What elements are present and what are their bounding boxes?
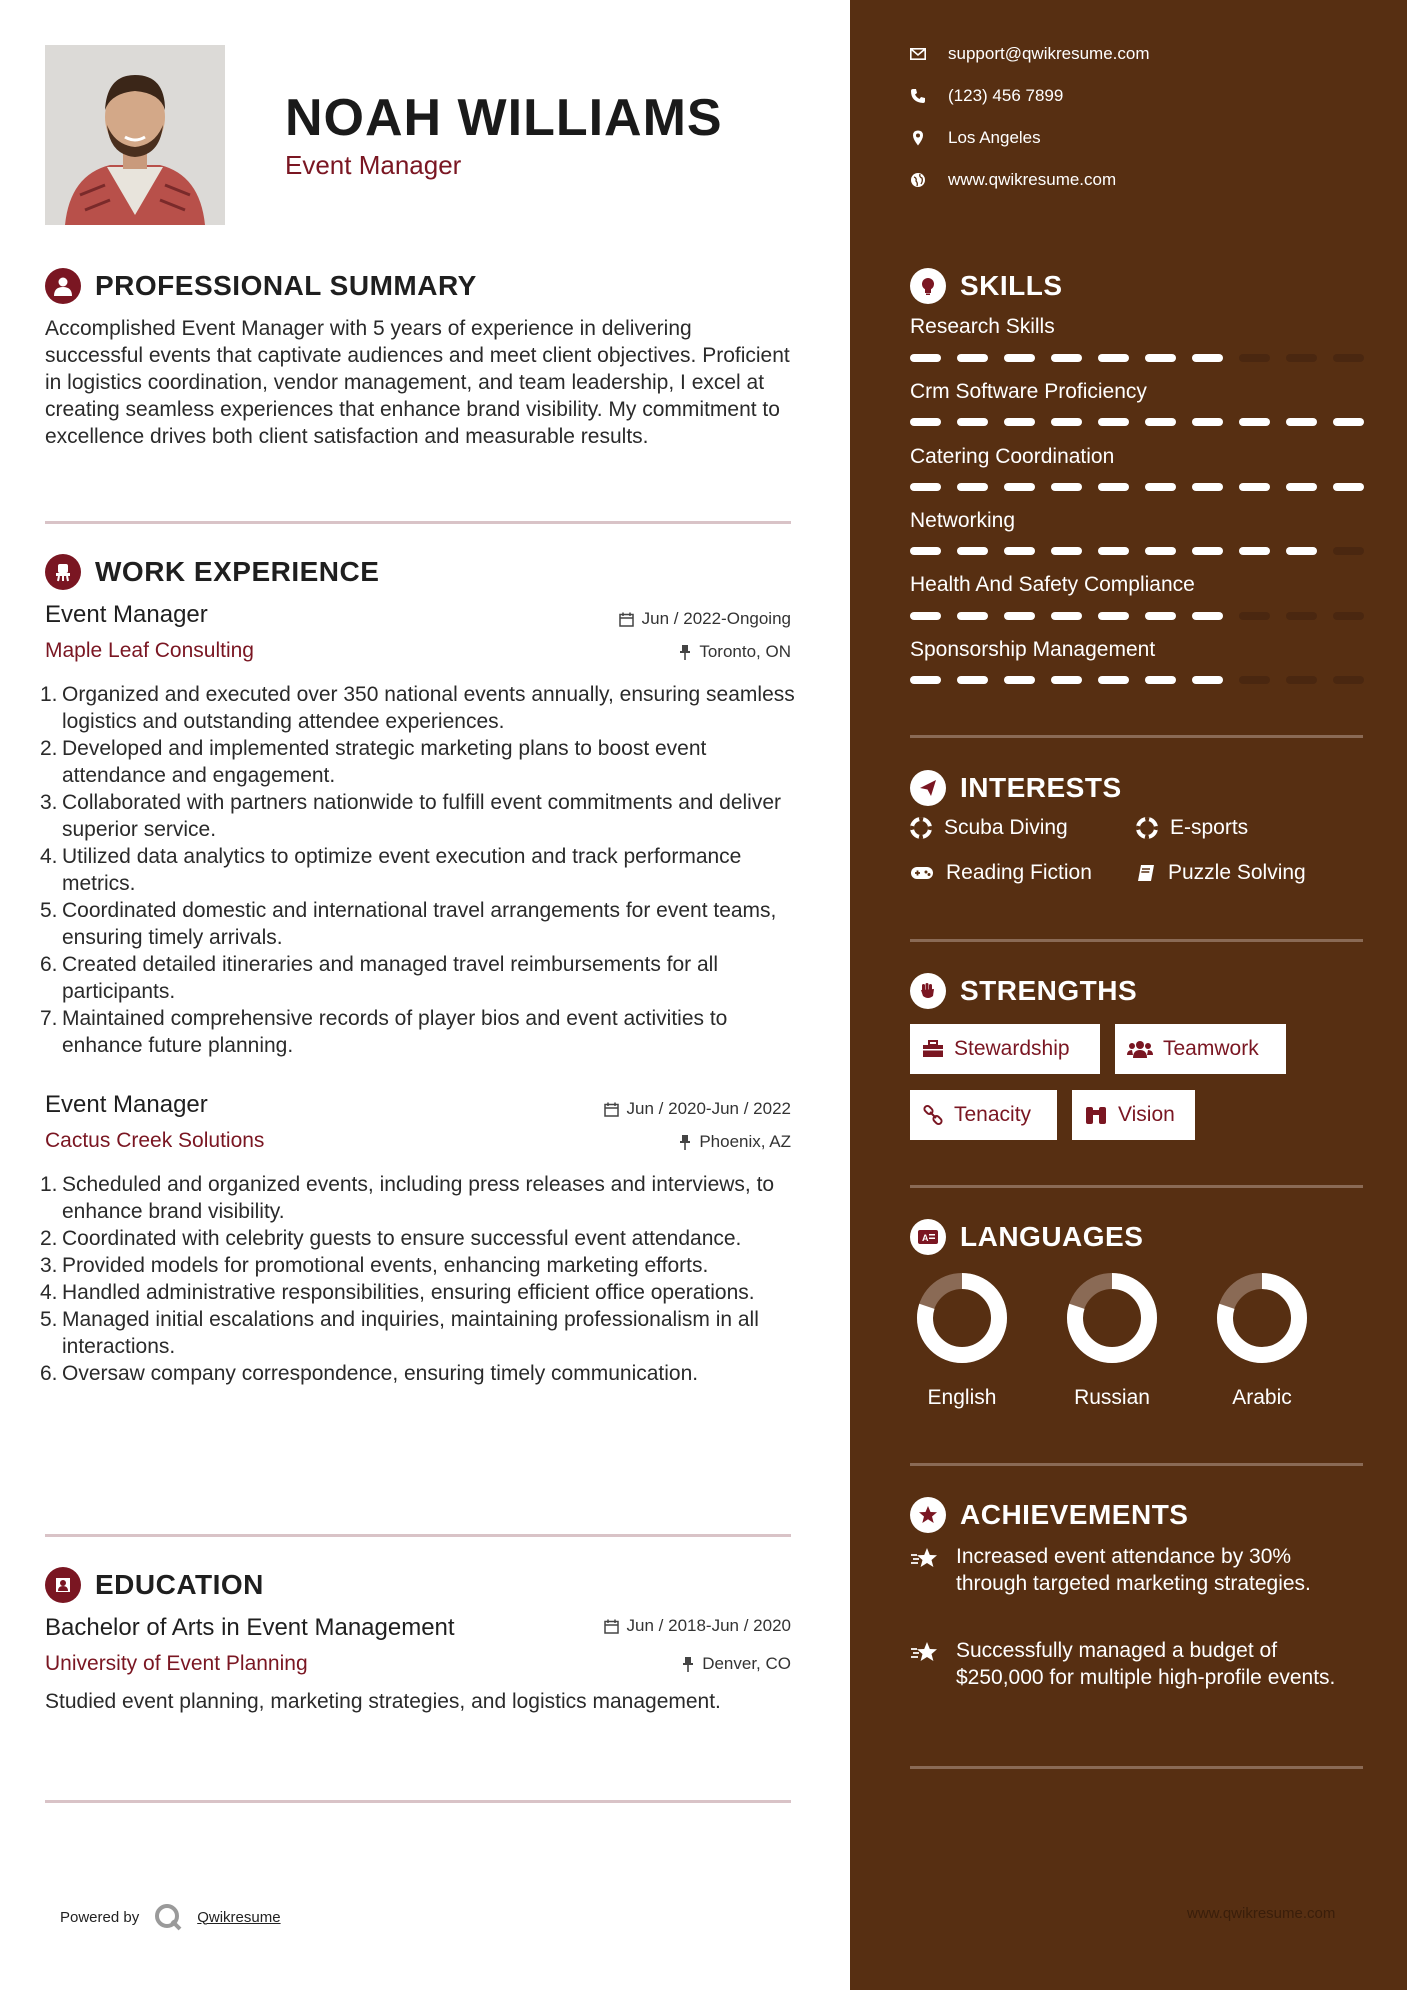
gamepad-icon xyxy=(910,865,934,881)
language-ring xyxy=(1216,1272,1308,1364)
skill-name: Research Skills xyxy=(910,315,1055,338)
skill-name: Health And Safety Compliance xyxy=(910,573,1195,596)
skill-dash-filled xyxy=(910,483,941,491)
skill-dash-filled xyxy=(1004,676,1035,684)
contact-email: support@qwikresume.com xyxy=(910,44,1150,64)
sidebar xyxy=(850,0,1407,1990)
skill-dash-filled xyxy=(1333,418,1364,426)
skill-dash-filled xyxy=(1098,418,1129,426)
skill-dash-filled xyxy=(957,483,988,491)
skill-dash-empty xyxy=(1333,354,1364,362)
divider xyxy=(45,521,791,524)
skills-heading: SKILLS xyxy=(910,268,1063,304)
list-item: 4. Utilized data analytics to optimize event execution and track performance metrics. xyxy=(40,845,742,895)
skill-dash-filled xyxy=(1192,612,1223,620)
phone-icon xyxy=(910,88,926,104)
list-item: 1. Organized and executed over 350 national events annually, ensuring seamless logistics and outstanding attendee experiences. xyxy=(40,683,795,733)
skill-dash-empty xyxy=(1239,676,1270,684)
summary-heading: PROFESSIONAL SUMMARY xyxy=(45,268,477,304)
skill-dash-filled xyxy=(1051,483,1082,491)
achievement-item: Increased event attendance by 30% through targeted marketing strategies. xyxy=(910,1543,1350,1597)
list-item: 5. Coordinated domestic and international travel arrangements for event teams, ensuring timely arrivals. xyxy=(40,899,777,949)
skill-dash-empty xyxy=(1333,612,1364,620)
skill-dash-empty xyxy=(1286,676,1317,684)
education-dates: Jun / 2018-Jun / 2020 xyxy=(604,1616,791,1636)
skill-dash-filled xyxy=(957,547,988,555)
star-badge-icon xyxy=(910,1497,946,1533)
skill-dash-filled xyxy=(1192,354,1223,362)
skill-dash-filled xyxy=(1145,547,1176,555)
star-icon xyxy=(910,1641,942,1665)
strength-chip: Vision xyxy=(1072,1090,1195,1140)
skill-dash-filled xyxy=(1098,612,1129,620)
job-dates: Jun / 2020-Jun / 2022 xyxy=(604,1099,791,1119)
skill-rating xyxy=(910,612,1364,620)
skill-dash-filled xyxy=(1051,547,1082,555)
language-ring xyxy=(916,1272,1008,1364)
divider xyxy=(910,735,1363,738)
location-pin-icon xyxy=(910,130,926,146)
skill-dash-filled xyxy=(1192,676,1223,684)
education-description: Studied event planning, marketing strategies, and logistics management. xyxy=(45,1690,721,1713)
divider xyxy=(910,939,1363,942)
skill-name: Sponsorship Management xyxy=(910,638,1156,661)
skill-dash-empty xyxy=(1333,547,1364,555)
pin-icon xyxy=(682,1657,694,1672)
achievement-item: Successfully managed a budget of $250,000 for multiple high-profile events. xyxy=(910,1637,1350,1691)
paper-plane-icon xyxy=(910,770,946,806)
job-duties xyxy=(40,681,800,1059)
divider xyxy=(910,1463,1363,1466)
interest-item: E-sports xyxy=(1136,816,1248,840)
pin-icon xyxy=(679,645,691,660)
skill-name: Crm Software Proficiency xyxy=(910,380,1147,403)
user-icon xyxy=(45,268,81,304)
skill-dash-filled xyxy=(1051,354,1082,362)
binoculars-icon xyxy=(1084,1105,1108,1125)
list-item: 4. Handled administrative responsibilities, ensuring efficient office operations. xyxy=(40,1281,755,1304)
skill-dash-filled xyxy=(957,676,988,684)
divider xyxy=(45,1534,791,1537)
skill-rating xyxy=(910,483,1364,491)
skill-dash-filled xyxy=(1145,676,1176,684)
skill-dash-filled xyxy=(1004,483,1035,491)
globe-icon xyxy=(910,172,926,188)
skill-dash-filled xyxy=(910,612,941,620)
footer-website: www.qwikresume.com xyxy=(1187,1905,1336,1922)
strengths-heading: STRENGTHS xyxy=(910,973,1137,1009)
skill-dash-filled xyxy=(1145,354,1176,362)
degree-title: Bachelor of Arts in Event Management xyxy=(45,1614,455,1641)
skill-dash-empty xyxy=(1333,676,1364,684)
skill-dash-filled xyxy=(1004,612,1035,620)
list-item: 2. Coordinated with celebrity guests to ensure successful event attendance. xyxy=(40,1227,742,1250)
skill-dash-filled xyxy=(1051,612,1082,620)
summary-text: Accomplished Event Manager with 5 years of experience in delivering successful events that captivate audiences and meet client objectives. Proficient in logistics coordination, vendor management, and team leadership, I excel at creating seamless experiences that enhance brand visibility. My commitment to excellence drives both client satisfaction and measurable results. xyxy=(45,317,790,448)
skill-dash-filled xyxy=(1145,612,1176,620)
lightbulb-icon xyxy=(910,268,946,304)
skill-dash-filled xyxy=(1239,483,1270,491)
skill-dash-filled xyxy=(1239,418,1270,426)
profile-photo xyxy=(45,45,225,225)
experience-heading: WORK EXPERIENCE xyxy=(45,554,379,590)
calendar-icon xyxy=(619,612,634,627)
list-item: 3. Provided models for promotional events, enhancing marketing efforts. xyxy=(40,1254,709,1277)
powered-by: Powered by Qwikresume xyxy=(60,1902,281,1932)
graduate-icon xyxy=(45,1567,81,1603)
strength-chip: Stewardship xyxy=(910,1024,1100,1074)
chair-icon xyxy=(45,554,81,590)
job-title: Event Manager xyxy=(45,601,208,628)
skill-dash-filled xyxy=(1051,676,1082,684)
list-item: 5. Managed initial escalations and inquiries, maintaining professionalism in all interactions. xyxy=(40,1308,759,1358)
skill-dash-filled xyxy=(1192,483,1223,491)
skill-dash-filled xyxy=(1192,547,1223,555)
star-icon xyxy=(910,1547,942,1571)
book-icon xyxy=(1136,863,1156,883)
skill-dash-filled xyxy=(1098,354,1129,362)
interest-item: Puzzle Solving xyxy=(1136,861,1306,885)
divider xyxy=(910,1766,1363,1769)
language-icon xyxy=(910,1219,946,1255)
skill-dash-filled xyxy=(1004,354,1035,362)
list-item: 1. Scheduled and organized events, including press releases and interviews, to enhance brand visibility. xyxy=(40,1173,775,1223)
skill-dash-filled xyxy=(1004,418,1035,426)
calendar-icon xyxy=(604,1102,619,1117)
interest-item: Scuba Diving xyxy=(910,816,1068,840)
languages-heading: A LANGUAGES xyxy=(910,1219,1143,1255)
skill-dash-filled xyxy=(910,354,941,362)
job-location: Phoenix, AZ xyxy=(679,1132,791,1152)
pin-icon xyxy=(679,1135,691,1150)
skill-dash-filled xyxy=(957,612,988,620)
skill-dash-filled xyxy=(1145,483,1176,491)
lifebuoy-icon xyxy=(910,817,932,839)
skill-name: Networking xyxy=(910,509,1016,532)
contact-website: www.qwikresume.com xyxy=(910,170,1116,190)
education-location: Denver, CO xyxy=(682,1654,791,1674)
list-item: 2. Developed and implemented strategic marketing plans to boost event attendance and engagement. xyxy=(40,737,707,787)
candidate-role: Event Manager xyxy=(285,150,462,180)
strength-chip: Teamwork xyxy=(1115,1024,1286,1074)
contact-phone: (123) 456 7899 xyxy=(910,86,1063,106)
candidate-name: NOAH WILLIAMS xyxy=(285,89,723,147)
skill-dash-filled xyxy=(910,676,941,684)
skill-dash-filled xyxy=(1098,676,1129,684)
skill-name: Catering Coordination xyxy=(910,445,1115,468)
achievements-heading: ACHIEVEMENTS xyxy=(910,1497,1188,1533)
skill-dash-filled xyxy=(1145,418,1176,426)
language-name: Russian xyxy=(1074,1386,1150,1409)
education-heading: EDUCATION xyxy=(45,1567,264,1603)
skill-rating xyxy=(910,418,1364,426)
language-ring xyxy=(1066,1272,1158,1364)
skill-dash-filled xyxy=(1051,418,1082,426)
divider xyxy=(45,1800,791,1803)
lifebuoy-icon xyxy=(1136,817,1158,839)
skill-dash-filled xyxy=(1098,547,1129,555)
list-item: 6. Oversaw company correspondence, ensuring timely communication. xyxy=(40,1362,699,1385)
list-item: 7. Maintained comprehensive records of player bios and event activities to enhance future planning. xyxy=(40,1007,728,1057)
language-name: English xyxy=(927,1386,997,1409)
divider xyxy=(910,1185,1363,1188)
skill-dash-filled xyxy=(1239,547,1270,555)
qwikresume-logo-icon xyxy=(153,1902,183,1932)
skill-dash-filled xyxy=(1004,547,1035,555)
interests-heading: INTERESTS xyxy=(910,770,1122,806)
skill-dash-filled xyxy=(1098,483,1129,491)
list-item: 3. Collaborated with partners nationwide to fulfill event commitments and deliver superior service. xyxy=(40,791,782,841)
skill-dash-filled xyxy=(1286,418,1317,426)
job-title: Event Manager xyxy=(45,1091,208,1118)
skill-dash-filled xyxy=(957,354,988,362)
job-location: Toronto, ON xyxy=(679,642,791,662)
strength-chip: Tenacity xyxy=(910,1090,1057,1140)
skill-dash-filled xyxy=(957,418,988,426)
skill-dash-filled xyxy=(1192,418,1223,426)
skill-dash-empty xyxy=(1239,612,1270,620)
skill-dash-filled xyxy=(910,418,941,426)
skill-dash-filled xyxy=(1333,483,1364,491)
interest-item: Reading Fiction xyxy=(910,861,1092,885)
skill-dash-filled xyxy=(910,547,941,555)
fist-icon xyxy=(910,973,946,1009)
envelope-icon xyxy=(910,48,926,60)
job-duties xyxy=(40,1171,800,1387)
skill-rating xyxy=(910,547,1364,555)
job-dates: Jun / 2022-Ongoing xyxy=(619,609,791,629)
school-name: University of Event Planning xyxy=(45,1652,308,1675)
contact-location: Los Angeles xyxy=(910,128,1041,148)
skill-dash-empty xyxy=(1239,354,1270,362)
skill-dash-filled xyxy=(1286,483,1317,491)
skill-rating xyxy=(910,354,1364,362)
list-item: 6. Created detailed itineraries and managed travel reimbursements for all participants. xyxy=(40,953,719,1003)
job-company: Maple Leaf Consulting xyxy=(45,639,254,662)
job-company: Cactus Creek Solutions xyxy=(45,1129,265,1152)
skill-dash-empty xyxy=(1286,612,1317,620)
language-name: Arabic xyxy=(1232,1386,1292,1409)
svg-text:A: A xyxy=(922,1233,929,1243)
calendar-icon xyxy=(604,1619,619,1634)
users-icon xyxy=(1127,1040,1153,1058)
link-icon xyxy=(922,1104,944,1126)
skill-dash-filled xyxy=(1286,547,1317,555)
brand-link[interactable]: Qwikresume xyxy=(197,1908,281,1926)
skill-dash-empty xyxy=(1286,354,1317,362)
skill-rating xyxy=(910,676,1364,684)
briefcase-icon xyxy=(922,1040,944,1058)
